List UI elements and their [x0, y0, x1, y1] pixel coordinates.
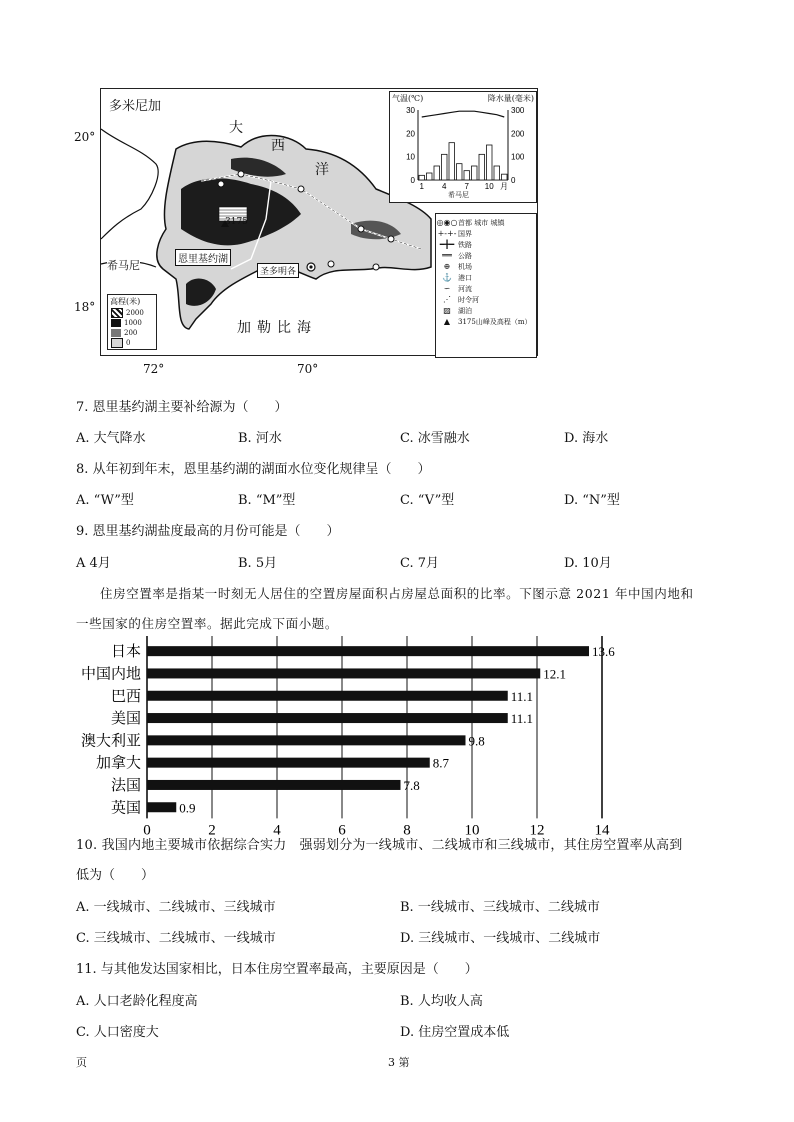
elevation-legend [107, 294, 157, 350]
legend-row [436, 305, 536, 316]
x-tick-2: 2 [208, 822, 216, 839]
legend-label: 湖泊 [458, 306, 472, 315]
x-tick-10: 10 [464, 822, 480, 839]
bar-巴西 [147, 691, 508, 701]
railway-icon: ━╋━ [439, 240, 455, 249]
climate-left-tick: 20 [406, 129, 415, 139]
ocean-char-1: 大 [229, 120, 249, 136]
ocean-char-3: 洋 [315, 162, 335, 178]
precip-bar-10 [487, 145, 493, 180]
lake-label: 恩里基约湖 [175, 249, 231, 266]
legend-label: 港口 [458, 273, 472, 282]
x-tick-14: 14 [594, 822, 610, 839]
x-tick-0: 0 [143, 822, 151, 839]
precip-bar-1 [419, 175, 425, 180]
option-9d[interactable]: D. 10月 [564, 556, 612, 571]
value-label: 7.8 [403, 777, 420, 793]
legend-row [436, 283, 536, 294]
temperature-line [422, 111, 505, 117]
bar-中国内地 [147, 668, 540, 678]
ocean-char-2: 西 [271, 138, 291, 154]
peak-label: 3175 [225, 217, 248, 227]
option-11d[interactable]: D. 住房空置成本低 [400, 1025, 510, 1040]
category-label: 美国 [110, 709, 141, 728]
precip-bar-12 [502, 174, 508, 180]
option-8a[interactable]: A. “W”型 [76, 493, 134, 508]
option-7d[interactable]: D. 海水 [564, 431, 609, 446]
legend-label: 时令河 [458, 295, 479, 304]
x-tick-4: 4 [273, 822, 281, 839]
value-label: 11.1 [510, 711, 534, 727]
value-label: 9.8 [468, 733, 485, 749]
legend-row [436, 217, 536, 228]
legend-label: 首都 城市 城镇 [458, 218, 505, 227]
question-9: 9. 恩里基约湖盐度最高的月份可能是（ ） [76, 524, 340, 539]
elevation-level: 0 [108, 338, 156, 348]
climate-right-tick: 0 [511, 176, 516, 185]
lon-label-72: 72° [143, 362, 165, 376]
value-label: 13.6 [592, 644, 615, 660]
precip-bar-3 [434, 166, 440, 180]
vacancy-bar-chart [70, 634, 670, 839]
option-10a[interactable]: A. 一线城市、二线城市、三线城市 [76, 900, 276, 915]
category-label: 英国 [110, 798, 141, 817]
climate-x-tick: 4 [442, 182, 447, 191]
climate-plot [390, 92, 536, 202]
option-7b[interactable]: B. 河水 [238, 431, 282, 446]
border-icon: +-+- [437, 229, 457, 238]
intro-line-2: 一些国家的住房空置率。据此完成下面小题。 [76, 616, 339, 631]
elevation-level: 2000 [108, 308, 156, 318]
legend-label: 机场 [458, 262, 472, 271]
climate-right-tick: 100 [511, 152, 525, 162]
bar-美国 [147, 713, 508, 723]
question-7: 7. 恩里基约湖主要补给源为（ ） [76, 400, 288, 415]
precip-bar-4 [442, 154, 448, 180]
bar-英国 [147, 802, 176, 812]
peak-icon: ▲ [443, 317, 451, 326]
elevation-level: 200 [108, 328, 156, 338]
legend-row [436, 250, 536, 261]
value-label: 8.7 [432, 755, 449, 771]
option-10c[interactable]: C. 三线城市、二线城市、一线城市 [76, 931, 276, 946]
legend-label: 铁路 [458, 240, 472, 249]
option-7a[interactable]: A. 大气降水 [76, 431, 146, 446]
lon-label-70: 70° [297, 362, 319, 376]
climate-chart [389, 91, 537, 203]
option-11c[interactable]: C. 人口密度大 [76, 1025, 159, 1040]
elevation-legend-title: 高程(米) [110, 297, 141, 306]
climate-x-tick: 1 [419, 182, 424, 191]
precip-bar-11 [494, 166, 500, 180]
precip-bar-6 [457, 164, 463, 180]
legend-row [436, 261, 536, 272]
elevation-swatch-200 [111, 329, 121, 337]
climate-left-tick: 0 [410, 176, 415, 185]
dominican-map [100, 88, 538, 356]
sea-label: 加勒比海 [237, 320, 317, 336]
category-label: 澳大利亚 [80, 731, 141, 750]
climate-ylabel-right: 降水量(毫米) [487, 94, 534, 103]
lake-icon: ▨ [443, 306, 451, 315]
option-9b[interactable]: B. 5月 [238, 556, 278, 571]
option-8d[interactable]: D. “N”型 [564, 493, 620, 508]
airport-icon: ⊕ [443, 262, 451, 271]
legend-row [436, 272, 536, 283]
intro-line-1: 住房空置率是指某一时刻无人居住的空置房屋面积占房屋总面积的比率。下图示意 2021 年中国内地和 [100, 586, 694, 601]
footer-page-number: 3 第 [388, 1056, 410, 1069]
region-label: 希马尼 [107, 259, 140, 272]
road-icon: ══ [442, 251, 452, 260]
category-label: 加拿大 [95, 753, 141, 772]
category-label: 法国 [110, 775, 141, 794]
lat-label-20: 20° [74, 130, 96, 144]
climate-x-tick: 7 [464, 182, 469, 191]
x-tick-8: 8 [403, 822, 411, 839]
seasonal-river-icon: ⋰ [443, 295, 451, 304]
precip-bar-7 [464, 171, 470, 180]
x-tick-12: 12 [529, 822, 545, 839]
haiti-coast [101, 129, 158, 239]
symbol-legend [435, 213, 537, 358]
climate-right-tick: 200 [511, 129, 525, 139]
question-11: 11. 与其他发达国家相比，日本住房空置率最高，主要原因是（ ） [76, 962, 478, 977]
lat-label-18: 18° [74, 300, 96, 314]
option-7c[interactable]: C. 冰雪融水 [400, 431, 470, 446]
option-11a[interactable]: A. 人口老龄化程度高 [76, 994, 198, 1009]
climate-left-tick: 10 [406, 152, 415, 162]
option-10d[interactable]: D. 三线城市、一线城市、二线城市 [400, 931, 601, 946]
climate-x-tick: 月 [500, 182, 508, 191]
map-title: 多米尼加 [109, 95, 161, 114]
precip-bar-9 [479, 154, 485, 180]
option-8b[interactable]: B. “M”型 [238, 493, 296, 508]
precip-bar-8 [472, 166, 478, 180]
climate-station: 希马尼 [448, 191, 469, 199]
bar-加拿大 [147, 758, 430, 768]
elevation-swatch-0 [111, 338, 123, 348]
question-10-line-2: 低为（ ） [76, 868, 155, 883]
legend-label: 河流 [458, 284, 472, 293]
legend-label: 国界 [458, 229, 472, 238]
option-9a[interactable]: A 4月 [76, 556, 111, 571]
port-icon: ⚓ [442, 273, 452, 282]
precip-bar-5 [449, 143, 455, 180]
legend-row [436, 228, 536, 239]
question-10-line-1: 10. 我国内地主要城市依据综合实力 强弱划分为一线城市、二线城市和三线城市，其住房空置率从高到 [76, 838, 683, 853]
legend-label: 3175山峰及高程（m） [458, 317, 532, 326]
option-11b[interactable]: B. 人均收人高 [400, 994, 483, 1009]
option-9c[interactable]: C. 7月 [400, 556, 440, 571]
question-8: 8. 从年初到年末，恩里基约湖的湖面水位变化规律呈（ ） [76, 462, 431, 477]
bar-法国 [147, 780, 401, 790]
legend-row [436, 316, 536, 327]
capital-city-town-icon: ◎◉○ [436, 218, 458, 227]
value-label: 11.1 [510, 688, 534, 704]
option-8c[interactable]: C. “V”型 [400, 493, 455, 508]
value-label: 12.1 [543, 666, 566, 682]
climate-x-tick: 10 [484, 182, 494, 191]
precip-bar-2 [427, 173, 433, 180]
river-icon: ∽ [443, 284, 451, 293]
category-label: 巴西 [110, 686, 141, 705]
climate-left-tick: 30 [406, 106, 415, 115]
elevation-level: 1000 [108, 318, 156, 328]
bar-日本 [147, 646, 589, 656]
category-label: 日本 [110, 642, 141, 661]
legend-row [436, 239, 536, 250]
value-label: 0.9 [179, 800, 196, 816]
legend-label: 公路 [458, 251, 472, 260]
bar-澳大利亚 [147, 735, 466, 745]
elevation-swatch-1000 [111, 319, 121, 327]
elevation-swatch-2000 [111, 308, 123, 318]
footer-left: 页 [76, 1056, 87, 1069]
legend-row [436, 294, 536, 305]
climate-ylabel-left: 气温(℃) [392, 94, 424, 103]
option-10b[interactable]: B. 一线城市、三线城市、二线城市 [400, 900, 600, 915]
city-label: 圣多明各 [257, 263, 299, 278]
category-label: 中国内地 [80, 664, 141, 683]
x-tick-6: 6 [338, 822, 346, 839]
climate-right-tick: 300 [511, 106, 525, 115]
